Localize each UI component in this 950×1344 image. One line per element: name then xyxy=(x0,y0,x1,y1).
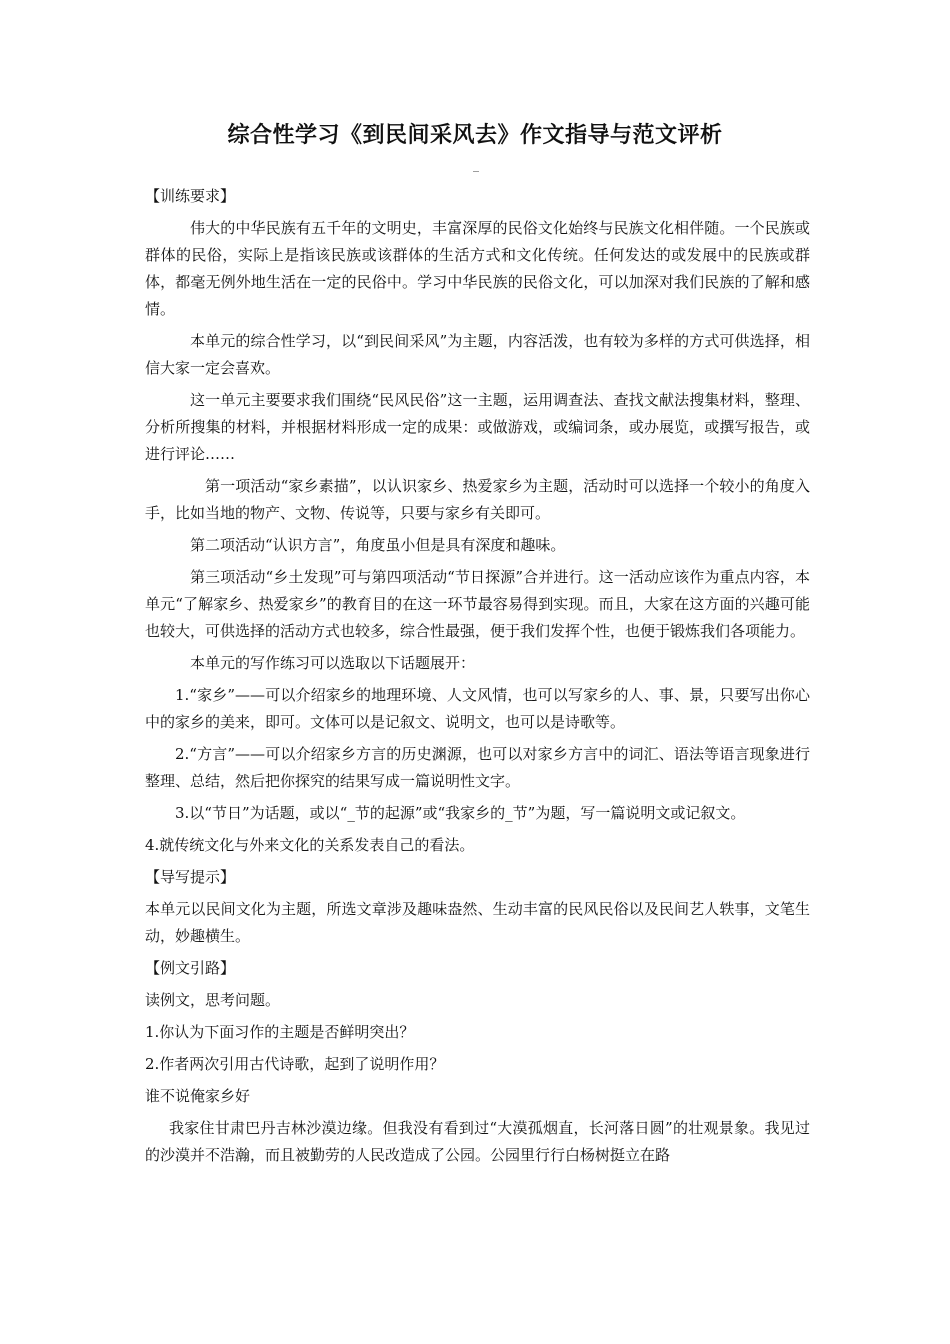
list-item-topic-culture: 4.就传统文化与外来文化的关系发表自己的看法。 xyxy=(145,836,475,854)
paragraph-unit-requirements: 这一单元主要要求我们围绕“民风民俗”这一主题，运用调查法、查找文献法搜集材料，整理、分析所搜集的材料，并根据材料形成一定的成果：或做游戏，或编词条，或办展览，或撰写报告，或进行评论…… xyxy=(145,391,810,463)
question-two: 2.作者两次引用古代诗歌，起到了说明作用？ xyxy=(145,1055,445,1073)
question-one: 1.你认为下面习作的主题是否鲜明突出？ xyxy=(145,1023,415,1041)
section-heading-example-essay: 【例文引路】 xyxy=(145,959,236,977)
paragraph-activity-one: 第一项活动“家乡素描”，以认识家乡、热爱家乡为主题，活动时可以选择一个较小的角度入手，比如当地的物产、文物、传说等，只要与家乡有关即可。 xyxy=(145,477,810,522)
essay-title: 谁不说俺家乡好 xyxy=(145,1087,251,1105)
paragraph-activity-three: 第三项活动“乡土发现”可与第四项活动“节日探源”合并进行。这一活动应该作为重点内容，本单元“了解家乡、热爱家乡”的教育目的在这一环节最容易得到实现。而且，大家在这方面的兴趣可能也较大，可供选择的活动方式也较多，综合性最强，便于我们发挥个性，也便于锻炼我们各项能力。 xyxy=(145,568,810,640)
paragraph-activity-two: 第二项活动“认识方言”，角度虽小但是具有深度和趣味。 xyxy=(190,536,566,554)
essay-paragraph-one: 我家住甘肃巴丹吉林沙漠边缘。但我没有看到过“大漠孤烟直，长河落日圆”的壮观景象。我见过的沙漠并不浩瀚，而且被勤劳的人民改造成了公园。公园里行行白杨树挺立在路 xyxy=(145,1119,810,1164)
paragraph-read-instruction: 读例文，思考问题。 xyxy=(145,991,281,1009)
section-heading-writing-tips: 【导写提示】 xyxy=(145,868,236,886)
paragraph-writing-topics-intro: 本单元的写作练习可以选取以下话题展开： xyxy=(190,654,476,672)
paragraph-writing-tips: 本单元以民间文化为主题，所选文章涉及趣味盎然、生动丰富的民风民俗以及民间艺人轶事，文笔生动，妙趣横生。 xyxy=(145,900,810,945)
section-heading-training-requirements: 【训练要求】 xyxy=(145,187,236,205)
paragraph-unit-theme: 本单元的综合性学习，以“到民间采风”为主题，内容活泼，也有较为多样的方式可供选择，相信大家一定会喜欢。 xyxy=(145,332,810,377)
document-body xyxy=(145,183,810,1174)
document-title: 综合性学习《到民间采风去》作文指导与范文评析 xyxy=(227,123,723,148)
title-underscore-mark: _ xyxy=(473,158,479,172)
paragraph-intro: 伟大的中华民族有五千年的文明史，丰富深厚的民俗文化始终与民族文化相伴随。一个民族或群体的民俗，实际上是指该民族或该群体的生活方式和文化传统。任何发达的或发展中的民族或群体，都毫无例外地生活在一定的民俗中。学习中华民族的民俗文化，可以加深对我们民族的了解和感情。 xyxy=(145,219,810,318)
list-item-topic-festival: 3.以“节日”为话题，或以“_节的起源”或“我家乡的_节”为题，写一篇说明文或记叙文。 xyxy=(175,804,746,822)
list-item-topic-hometown: 1.“家乡”——可以介绍家乡的地理环境、人文风情，也可以写家乡的人、事、景，只要写出你心中的家乡的美来，即可。文体可以是记叙文、说明文，也可以是诗歌等。 xyxy=(145,686,810,731)
list-item-topic-dialect: 2.“方言”——可以介绍家乡方言的历史渊源，也可以对家乡方言中的词汇、语法等语言现象进行整理、总结，然后把你探究的结果写成一篇说明性文字。 xyxy=(145,745,810,790)
